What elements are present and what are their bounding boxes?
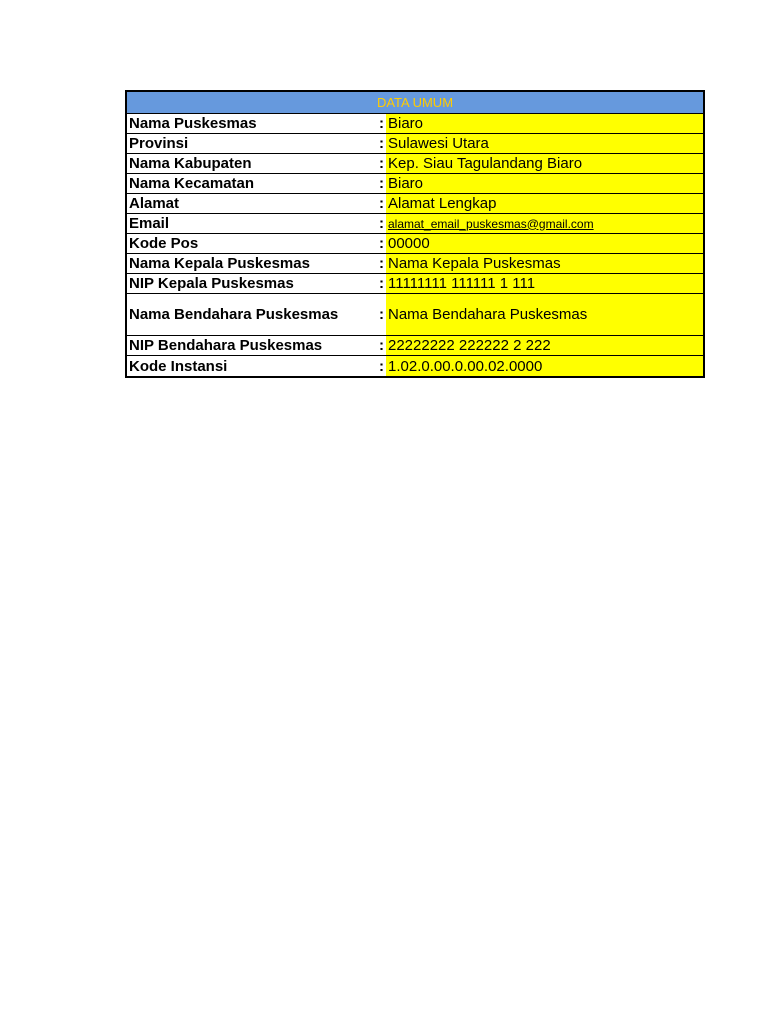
field-colon: : — [379, 135, 384, 152]
table-row-email — [127, 214, 703, 234]
field-label: Nama Kepala Puskesmas — [129, 255, 310, 272]
field-value-kode-pos[interactable]: 00000 — [386, 234, 703, 253]
field-value-email-link[interactable]: alamat_email_puskesmas@gmail.com — [386, 214, 703, 233]
table-row-alamat — [127, 194, 703, 214]
field-colon: : — [379, 155, 384, 172]
field-value-nip-kepala-puskesmas[interactable]: 11111111 111111 1 111 — [386, 274, 703, 293]
table-row-nama-kecamatan — [127, 174, 703, 194]
field-label: Nama Kecamatan — [129, 175, 255, 192]
field-value-nip-bendahara-puskesmas[interactable]: 22222222 222222 2 222 — [386, 336, 703, 355]
field-label: Nama Kabupaten — [129, 155, 252, 172]
field-label: NIP Kepala Puskesmas — [129, 275, 294, 292]
field-value-nama-bendahara-puskesmas[interactable]: Nama Bendahara Puskesmas — [386, 294, 703, 335]
field-colon: : — [379, 115, 384, 132]
field-label: Kode Instansi — [129, 357, 228, 375]
field-value-nama-kecamatan[interactable]: Biaro — [386, 174, 703, 193]
field-colon: : — [379, 175, 384, 192]
field-colon: : — [379, 235, 384, 252]
field-label: Nama Puskesmas — [129, 115, 257, 132]
field-label: Provinsi — [129, 135, 189, 152]
table-row-nip-bendahara-puskesmas — [127, 336, 703, 356]
data-umum-table — [125, 90, 705, 378]
field-label: Kode Pos — [129, 235, 199, 252]
field-colon: : — [379, 275, 384, 292]
field-value-alamat[interactable]: Alamat Lengkap — [386, 194, 703, 213]
field-value-nama-puskesmas[interactable]: Biaro — [386, 114, 703, 133]
table-row-nama-kabupaten — [127, 154, 703, 174]
field-label: Email — [129, 215, 170, 232]
field-colon: : — [379, 337, 384, 354]
table-row-kode-pos — [127, 234, 703, 254]
table-row-provinsi — [127, 134, 703, 154]
field-label: Nama Bendahara Puskesmas — [129, 306, 339, 323]
field-label: Alamat — [129, 195, 180, 212]
field-value-kode-instansi[interactable]: 1.02.0.00.0.00.02.0000 — [386, 356, 703, 376]
table-row-nama-kepala-puskesmas — [127, 254, 703, 274]
table-row-nip-kepala-puskesmas — [127, 274, 703, 294]
field-value-nama-kepala-puskesmas[interactable]: Nama Kepala Puskesmas — [386, 254, 703, 273]
field-colon: : — [379, 255, 384, 272]
field-value-nama-kabupaten[interactable]: Kep. Siau Tagulandang Biaro — [386, 154, 703, 173]
field-value-provinsi[interactable]: Sulawesi Utara — [386, 134, 703, 153]
table-row-nama-bendahara-puskesmas — [127, 294, 703, 336]
field-label: NIP Bendahara Puskesmas — [129, 337, 323, 354]
table-title: DATA UMUM — [127, 92, 703, 114]
table-row-nama-puskesmas — [127, 114, 703, 134]
table-row-kode-instansi — [127, 356, 703, 376]
field-colon: : — [379, 306, 384, 323]
field-colon: : — [379, 215, 384, 232]
field-colon: : — [379, 357, 384, 375]
field-colon: : — [379, 195, 384, 212]
